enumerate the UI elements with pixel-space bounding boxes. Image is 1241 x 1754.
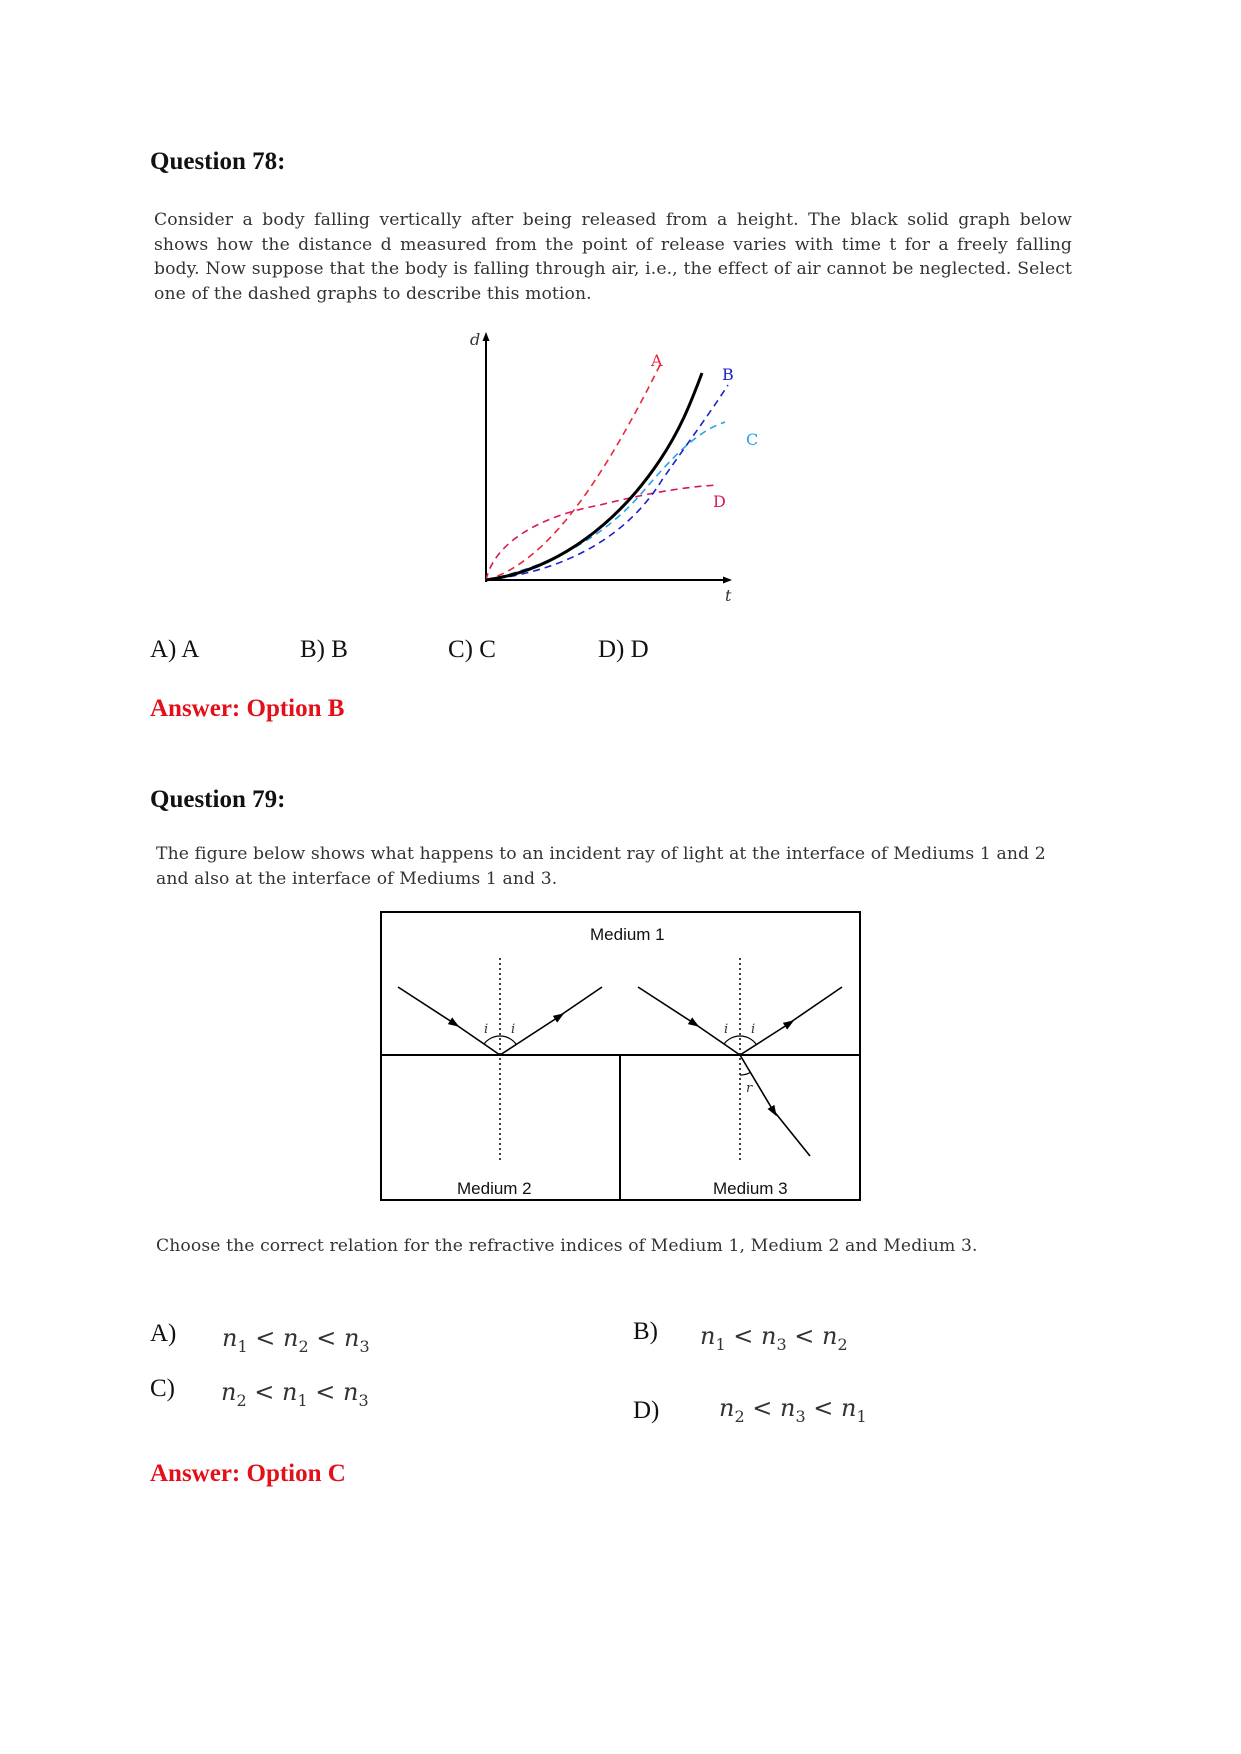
q79-option-b-key: B) <box>633 1318 658 1345</box>
incident-ray-left <box>455 1024 500 1055</box>
incident-ray-right <box>695 1024 740 1055</box>
q79-option-d-relation: $n_2 < n_3 < n_1$ <box>719 1394 867 1426</box>
q79-option-b-relation: $n_1 < n_3 < n_2$ <box>700 1322 848 1354</box>
q78-option-d: D) D <box>598 636 649 663</box>
q79-option-c-relation: $n_2 < n_1 < n_3$ <box>221 1378 369 1410</box>
q78-option-c: C) C <box>448 636 496 663</box>
refracted-ray <box>773 1110 810 1156</box>
q79-option-a-relation: $n_1 < n_2 < n_3$ <box>222 1324 370 1356</box>
q79-option-d-key: D) <box>633 1397 660 1424</box>
medium-2-label: Medium 2 <box>457 1179 532 1198</box>
curve-b-label: B <box>722 365 734 384</box>
curve-d-label: D <box>713 492 726 511</box>
q79-option-a-key: A) <box>150 1320 177 1347</box>
question-78-text: Consider a body falling vertically after being released from a height. The black solid graph below shows how the distance d measured from the point of release varies with time t for a freely falling body. Now suppose that the body is falling through air, i.e., the effect of air cannot be neglected. Select one of the dashed graphs to describe this motion. <box>154 210 1072 304</box>
reflected-ray-right <box>788 987 842 1024</box>
t-axis-label: t <box>725 586 732 605</box>
question-79-text: The figure below shows what happens to an incident ray of light at the interface of Mediums 1 and 2 and also at the interface of Mediums 1 and 3. <box>156 844 1046 889</box>
incident-ray-right-arrow <box>638 987 695 1024</box>
q79-answer: Answer: Option C <box>150 1460 346 1487</box>
d-axis-label: d <box>470 330 481 349</box>
angle-r: r <box>746 1081 753 1096</box>
question-78-title: Question 78: <box>150 148 286 175</box>
question-79-prompt: Choose the correct relation for the refractive indices of Medium 1, Medium 2 and Medium 3. <box>156 1236 978 1256</box>
q78-option-a: A) A <box>150 636 200 663</box>
angle-arc-refraction <box>740 1072 751 1075</box>
angle-i-right-1: i <box>724 1022 729 1037</box>
curve-a-label: A <box>651 351 663 370</box>
incident-ray-left-arrow <box>398 987 455 1024</box>
curve-c-label: C <box>746 430 759 449</box>
q79-option-c-key: C) <box>150 1375 175 1402</box>
angle-i-right-2: i <box>751 1022 756 1037</box>
medium-1-label: Medium 1 <box>590 925 665 944</box>
question-79-title: Question 79: <box>150 786 286 813</box>
medium-3-label: Medium 3 <box>713 1179 788 1198</box>
q78-answer: Answer: Option B <box>150 695 345 722</box>
angle-i-left-2: i <box>511 1022 516 1037</box>
reflected-ray-left <box>558 987 602 1017</box>
reflected-ray-left-arrow <box>500 1016 560 1055</box>
q78-option-b: B) B <box>300 636 348 663</box>
angle-i-left-1: i <box>484 1022 489 1037</box>
reflected-ray-right-arrow <box>740 1023 790 1055</box>
